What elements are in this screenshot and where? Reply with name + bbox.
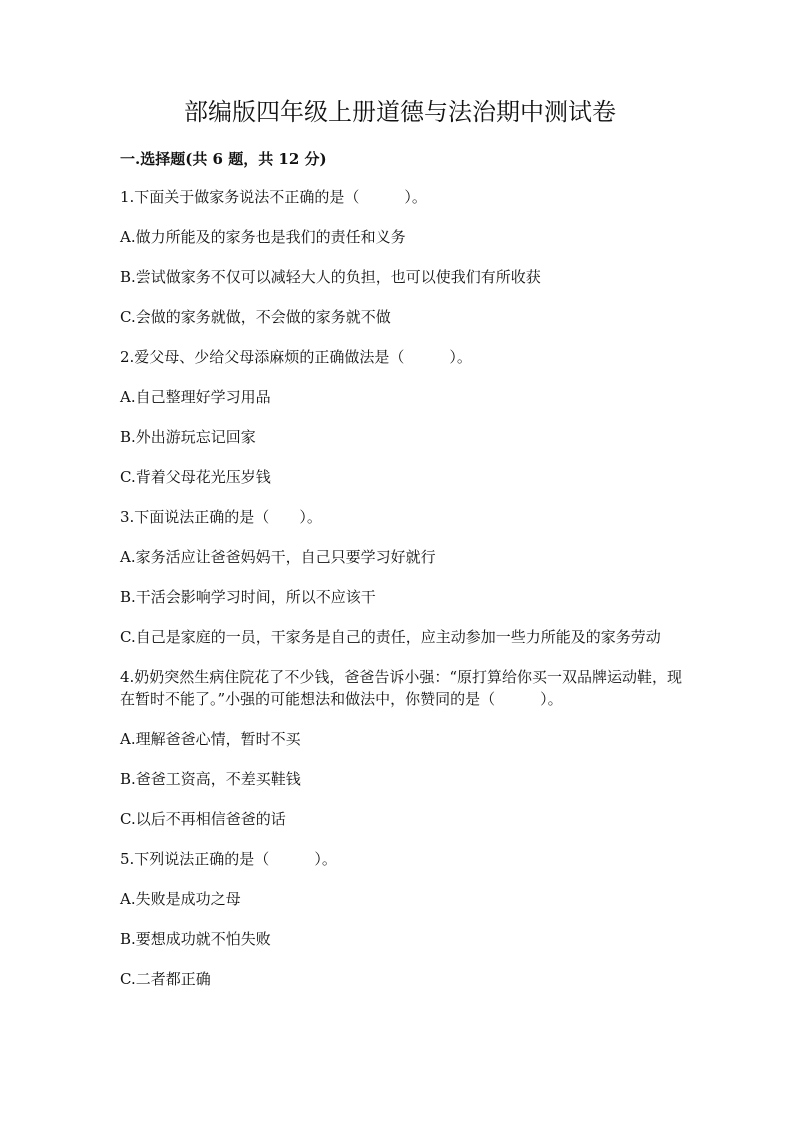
question-1-option-a: A.做力所能及的家务也是我们的责任和义务 <box>120 228 406 246</box>
question-5-option-a: A.失败是成功之母 <box>120 890 241 908</box>
question-1-option-b: B.尝试做家务不仅可以减轻大人的负担，也可以使我们有所收获 <box>120 268 541 286</box>
question-2-option-c: C.背着父母花光压岁钱 <box>120 468 271 486</box>
question-2-option-b: B.外出游玩忘记回家 <box>120 428 256 446</box>
section-heading: 一.选择题(共 6 题，共 12 分) <box>120 150 327 168</box>
question-1-stem: 1.下面关于做家务说法不正确的是（ ）。 <box>120 188 427 206</box>
question-3-stem: 3.下面说法正确的是（ ）。 <box>120 508 322 526</box>
question-3-option-a: A.家务活应让爸爸妈妈干，自己只要学习好就行 <box>120 548 436 566</box>
question-5-option-c: C.二者都正确 <box>120 970 211 988</box>
question-4-option-c: C.以后不再相信爸爸的话 <box>120 810 286 828</box>
question-list <box>120 186 685 1008</box>
question-3-option-c: C.自己是家庭的一员，干家务是自己的责任，应主动参加一些力所能及的家务劳动 <box>120 628 661 646</box>
question-2-stem: 2.爱父母、少给父母添麻烦的正确做法是（ ）。 <box>120 348 472 366</box>
question-5-stem: 5.下列说法正确的是（ ）。 <box>120 850 337 868</box>
question-5-option-b: B.要想成功就不怕失败 <box>120 930 271 948</box>
question-4-option-a: A.理解爸爸心情，暂时不买 <box>120 730 301 748</box>
question-3-option-b: B.干活会影响学习时间，所以不应该干 <box>120 588 376 606</box>
page-title: 部编版四年级上册道德与法治期中测试卷 <box>184 98 616 126</box>
question-1-option-c: C.会做的家务就做，不会做的家务就不做 <box>120 308 391 326</box>
question-4-stem: 4.奶奶突然生病住院花了不少钱，爸爸告诉小强：“原打算给你买一双品牌运动鞋，现在暂时不能了。”小强的可能想法和做法中，你赞同的是（ ）。 <box>120 668 682 708</box>
question-2-option-a: A.自己整理好学习用品 <box>120 388 271 406</box>
question-4-option-b: B.爸爸工资高，不差买鞋钱 <box>120 770 301 788</box>
